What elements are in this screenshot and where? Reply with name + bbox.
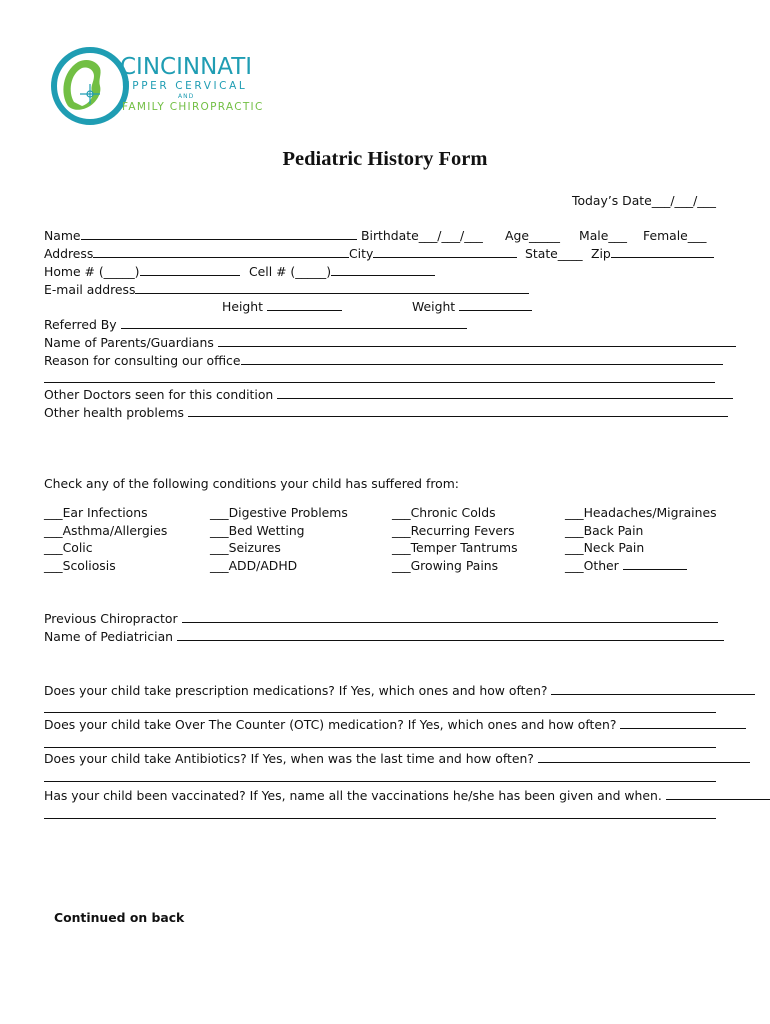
cell-phone-line[interactable] xyxy=(331,264,435,276)
page-title: Pediatric History Form xyxy=(282,148,488,170)
conditions-column-1 xyxy=(44,504,167,575)
condition-other-line[interactable] xyxy=(623,558,687,570)
condition-digestive-problems[interactable]: ___Digestive Problems xyxy=(210,505,348,520)
home-phone-label: Home # (_____) xyxy=(44,264,140,279)
condition-neck-pain[interactable]: ___Neck Pain xyxy=(565,540,645,556)
question-otc-line[interactable] xyxy=(620,717,746,729)
condition-growing-pains[interactable]: ___Growing Pains xyxy=(392,558,499,574)
condition-ear-infections[interactable]: ___Ear Infections xyxy=(44,505,148,520)
conditions-column-3 xyxy=(392,504,518,575)
cell-phone-field[interactable] xyxy=(249,264,435,279)
home-phone-line[interactable] xyxy=(140,264,240,276)
logo-line-1: CINCINNATI xyxy=(120,54,253,80)
other-health-field[interactable] xyxy=(44,405,728,420)
condition-chronic-colds[interactable]: ___Chronic Colds xyxy=(392,505,496,520)
cell-phone-label: Cell # (_____) xyxy=(249,264,332,279)
name-line[interactable] xyxy=(81,228,357,240)
question-otc-continuation-line[interactable] xyxy=(44,747,716,748)
logo-line-4: FAMILY CHIROPRACTIC xyxy=(122,101,264,113)
question-antibiotics-line[interactable] xyxy=(538,751,750,763)
logo-line-3: AND xyxy=(178,93,195,100)
continued-on-back-note: Continued on back xyxy=(54,910,185,925)
question-antibiotics[interactable] xyxy=(44,751,750,766)
city-field[interactable] xyxy=(349,246,517,261)
condition-bed-wetting[interactable]: ___Bed Wetting xyxy=(210,522,305,538)
condition-colic[interactable]: ___Colic xyxy=(44,540,93,556)
zip-line[interactable] xyxy=(611,246,714,258)
other-doctors-field[interactable] xyxy=(44,387,733,402)
question-otc[interactable] xyxy=(44,717,746,732)
question-vaccinated-continuation-line[interactable] xyxy=(44,818,716,819)
question-prescription-line[interactable] xyxy=(551,683,755,695)
question-prescription-continuation-line[interactable] xyxy=(44,712,716,713)
question-vaccinated[interactable] xyxy=(44,788,770,803)
condition-add-adhd[interactable]: ___ADD/ADHD xyxy=(210,558,298,574)
conditions-column-4 xyxy=(565,504,717,575)
condition-scoliosis[interactable]: ___Scoliosis xyxy=(44,558,116,574)
referred-by-line[interactable] xyxy=(121,317,467,329)
weight-line[interactable] xyxy=(459,299,532,311)
previous-chiropractor-label: Previous Chiropractor xyxy=(44,611,178,626)
reason-label: Reason for consulting our office xyxy=(44,353,241,368)
height-line[interactable] xyxy=(267,299,342,311)
condition-seizures[interactable]: ___Seizures xyxy=(210,540,281,556)
pediatrician-label: Name of Pediatrician xyxy=(44,629,174,644)
state-field[interactable]: State____ xyxy=(525,246,583,261)
address-line[interactable] xyxy=(93,246,349,258)
clinic-logo xyxy=(50,44,275,128)
pediatrician-field[interactable] xyxy=(44,629,724,644)
name-label: Name xyxy=(44,228,81,243)
question-prescription[interactable] xyxy=(44,683,755,698)
height-label: Height xyxy=(222,299,263,314)
logo-emblem-icon xyxy=(50,44,130,128)
birthdate-field[interactable]: Birthdate___/___/___ xyxy=(361,228,483,243)
condition-recurring-fevers[interactable]: ___Recurring Fevers xyxy=(392,522,515,538)
condition-temper-tantrums[interactable]: ___Temper Tantrums xyxy=(392,540,518,556)
condition-asthma-allergies[interactable]: ___Asthma/Allergies xyxy=(44,522,168,538)
other-health-line[interactable] xyxy=(188,405,728,417)
question-vaccinated-line[interactable] xyxy=(666,788,770,800)
zip-field[interactable] xyxy=(591,246,714,261)
email-line[interactable] xyxy=(135,282,529,294)
question-vaccinated-text: Has your child been vaccinated? If Yes, name all the vaccinations he/she has been given and when. xyxy=(44,788,662,803)
female-field[interactable]: Female___ xyxy=(643,228,707,243)
condition-other[interactable] xyxy=(565,557,717,575)
weight-label: Weight xyxy=(412,299,456,314)
height-field[interactable] xyxy=(222,299,342,314)
zip-label: Zip xyxy=(591,246,611,261)
pediatrician-line[interactable] xyxy=(177,629,724,641)
previous-chiropractor-field[interactable] xyxy=(44,611,718,626)
condition-other-label: ___Other xyxy=(565,558,619,574)
question-otc-text: Does your child take Over The Counter (OTC) medication? If Yes, which ones and how often? xyxy=(44,717,617,732)
address-field[interactable] xyxy=(44,246,349,261)
condition-back-pain[interactable]: ___Back Pain xyxy=(565,522,644,538)
parents-label: Name of Parents/Guardians xyxy=(44,335,214,350)
referred-by-label: Referred By xyxy=(44,317,117,332)
conditions-prompt: Check any of the following conditions your child has suffered from: xyxy=(44,476,459,491)
question-antibiotics-text: Does your child take Antibiotics? If Yes, when was the last time and how often? xyxy=(44,751,534,766)
condition-headaches-migraines[interactable]: ___Headaches/Migraines xyxy=(565,505,717,520)
conditions-column-2 xyxy=(210,504,348,575)
referred-by-field[interactable] xyxy=(44,317,467,332)
city-line[interactable] xyxy=(373,246,517,258)
other-doctors-label: Other Doctors seen for this condition xyxy=(44,387,274,402)
question-antibiotics-continuation-line[interactable] xyxy=(44,781,716,782)
name-field[interactable] xyxy=(44,228,357,243)
city-label: City xyxy=(349,246,374,261)
weight-field[interactable] xyxy=(412,299,532,314)
male-field[interactable]: Male___ xyxy=(579,228,627,243)
other-health-label: Other health problems xyxy=(44,405,185,420)
reason-line[interactable] xyxy=(241,353,723,365)
home-phone-field[interactable] xyxy=(44,264,240,279)
logo-line-2: UPPER CERVICAL xyxy=(122,80,248,92)
todays-date-field[interactable]: Today’s Date___/___/___ xyxy=(572,193,716,208)
question-prescription-text: Does your child take prescription medications? If Yes, which ones and how often? xyxy=(44,683,548,698)
reason-continuation-line[interactable] xyxy=(44,382,715,383)
other-doctors-line[interactable] xyxy=(277,387,733,399)
reason-field[interactable] xyxy=(44,353,723,368)
previous-chiropractor-line[interactable] xyxy=(182,611,718,623)
parents-line[interactable] xyxy=(218,335,736,347)
parents-field[interactable] xyxy=(44,335,736,350)
email-field[interactable] xyxy=(44,282,529,297)
address-label: Address xyxy=(44,246,94,261)
age-field[interactable]: Age_____ xyxy=(505,228,560,243)
email-label: E-mail address xyxy=(44,282,136,297)
